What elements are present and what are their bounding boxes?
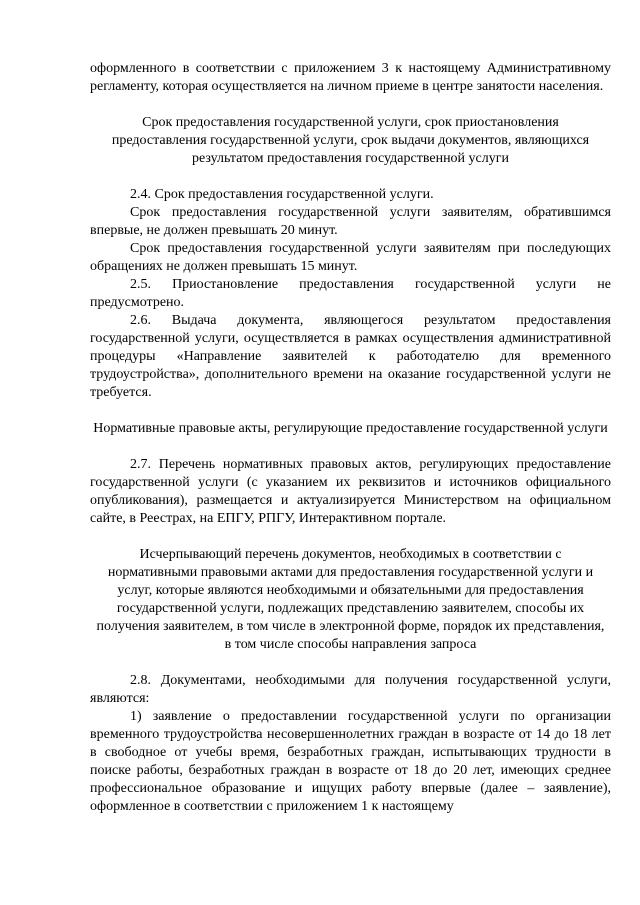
paragraph-2-6: 2.6. Выдача документа, являющегося результатом предоставления государственной услуги, осуществляется в рамках осуществления административной процедуры «Направление заявителей к работодателю для временного трудоустройства», дополнительного времени на оказание государственной услуги не требуется. (90, 313, 611, 400)
paragraph-2-4: 2.4. Срок предоставления государственной услуги. (130, 187, 434, 202)
paragraph-2-4-repeat-visit: Срок предоставления государственной услуги заявителям при последующих обращениях не должен превышать 15 минут. (90, 241, 611, 274)
paragraph-2-7: 2.7. Перечень нормативных правовых актов, регулирующих предоставление государственной услуги (с указанием их реквизитов и источников официального опубликования), размещается и актуализируется Министерством на официальном сайте, в Реестрах, на ЕПГУ, РПГУ, Интерактивном портале. (90, 457, 611, 526)
heading-service-term: Срок предоставления государственной услуги, срок приостановления предоставления государственной услуги, срок выдачи документов, являющихся результатом предоставления государственной услуги (111, 115, 590, 166)
paragraph-2-4-first-visit: Срок предоставления государственной услуги заявителям, обратившимся впервые, не должен превышать 20 минут. (90, 205, 611, 238)
heading-legal-acts: Нормативные правовые акты, регулирующие предоставление государственной услуги (93, 421, 608, 436)
paragraph-intro: оформленного в соответствии с приложением 3 к настоящему Административному регламенту, которая осуществляется на личном приеме в центре занятости населения. (90, 61, 611, 94)
heading-documents-list: Исчерпывающий перечень документов, необходимых в соответствии с нормативными правовыми актами для предоставления государственной услуги и услуг, которые являются необходимыми и обязательными для предоставления государственной услуги, подлежащих представлению заявителем, способы их получения заявителем, в том числе в электронной форме, порядок их представления, в том числе способы направления запроса (96, 547, 605, 652)
paragraph-2-8: 2.8. Документами, необходимыми для получения государственной услуги, являются: (90, 673, 611, 706)
paragraph-2-8-item-1: 1) заявление о предоставлении государственной услуги по организации временного трудоустройства несовершеннолетних граждан в возрасте от 14 до 18 лет в свободное от учебы время, безработных граждан, испытывающих трудности в поиске работы, безработных граждан в возрасте от 18 до 20 лет, имеющих среднее профессиональное образование и ищущих работу впервые (далее – заявление), оформленное в соответствии с приложением 1 к настоящему (90, 709, 611, 814)
document-page (90, 60, 611, 816)
paragraph-2-5: 2.5. Приостановление предоставления государственной услуги не предусмотрено. (90, 277, 611, 310)
